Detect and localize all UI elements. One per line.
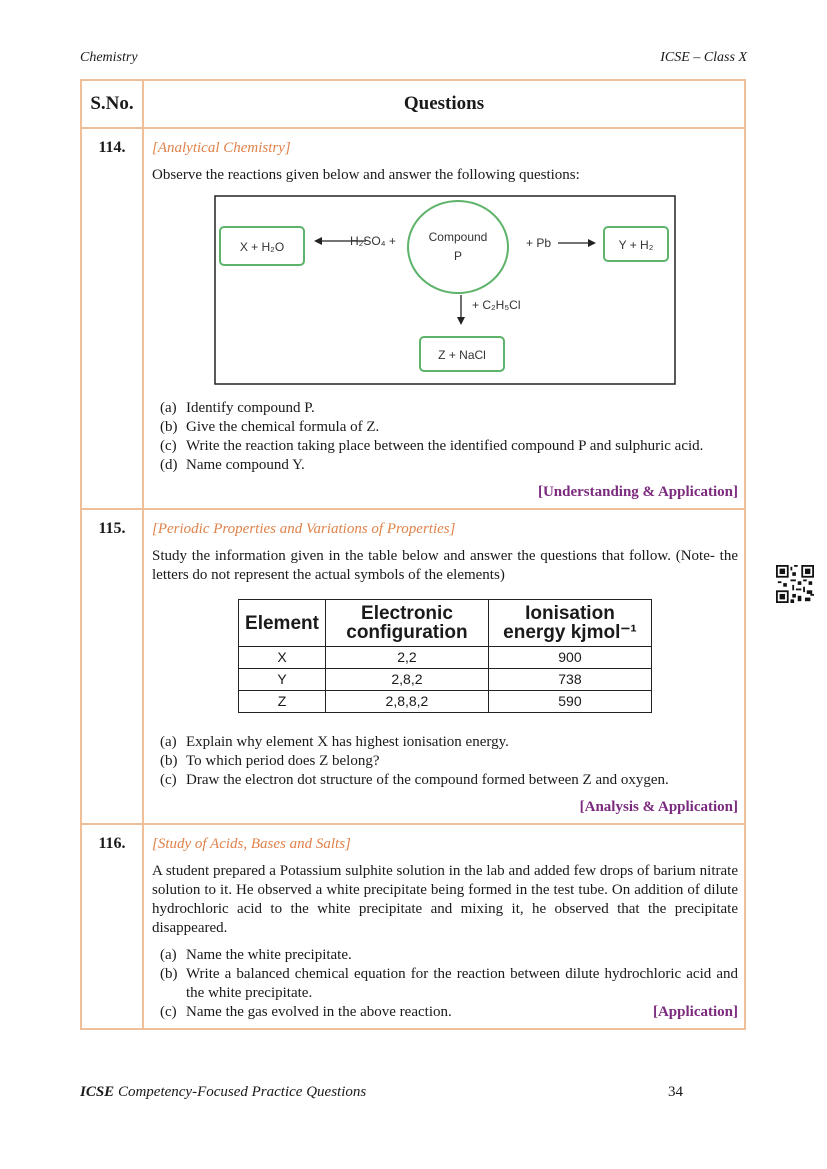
left-box-label: X + H₂O bbox=[239, 240, 285, 254]
question-row-116 bbox=[81, 824, 745, 1029]
question-intro: Observe the reactions given below and answer the following questions: bbox=[152, 167, 580, 183]
right-box-label: Y + H₂ bbox=[618, 238, 654, 252]
cell: 738 bbox=[488, 669, 651, 691]
cell: 2,2 bbox=[325, 647, 488, 669]
page-number: 34 bbox=[668, 1084, 683, 1100]
sub-text: Explain why element X has highest ionisation energy. bbox=[186, 734, 509, 750]
footer-title bbox=[80, 1084, 366, 1101]
sub-question bbox=[160, 946, 738, 965]
sub-questions bbox=[152, 399, 738, 475]
questions-header: Questions bbox=[143, 80, 745, 128]
header-class: ICSE – Class X bbox=[660, 50, 747, 65]
sub-text: Write a balanced chemical equation for the reaction between dilute hydrochloric acid and the white precipitate. bbox=[186, 966, 738, 1001]
cell: 2,8,8,2 bbox=[325, 691, 488, 713]
cell: 590 bbox=[488, 691, 651, 713]
sub-label: (b) bbox=[160, 966, 178, 982]
sub-text: Give the chemical formula of Z. bbox=[186, 419, 380, 435]
header-subject: Chemistry bbox=[80, 50, 138, 65]
h2so4-label: H₂SO₄ + bbox=[350, 234, 396, 248]
sub-questions bbox=[152, 946, 738, 1022]
sub-label: (a) bbox=[160, 400, 177, 416]
sub-label: (b) bbox=[160, 753, 178, 769]
question-body bbox=[143, 509, 745, 824]
footer-title-bold: ICSE bbox=[80, 1084, 115, 1100]
sub-text: Name the white precipitate. bbox=[186, 947, 352, 963]
cell: 900 bbox=[488, 647, 651, 669]
question-row-115 bbox=[81, 509, 745, 824]
sub-question bbox=[160, 418, 738, 437]
compound-label-2: P bbox=[453, 249, 463, 263]
questions-table bbox=[80, 79, 746, 1030]
sub-text-content: Name the gas evolved in the above reaction. bbox=[186, 1004, 452, 1020]
question-intro: Study the information given in the table below and answer the questions that follow. (Note- the letters do not represent the actual symbols of the elements) bbox=[152, 548, 738, 583]
footer-title-rest: Competency-Focused Practice Questions bbox=[114, 1084, 367, 1100]
down-reagent-label: + C₂H₅Cl bbox=[472, 298, 521, 312]
sub-question bbox=[160, 437, 738, 456]
question-number: 114. bbox=[81, 128, 143, 509]
table-header-row bbox=[81, 80, 745, 128]
cell: Z bbox=[239, 691, 326, 713]
sub-text bbox=[186, 1003, 738, 1022]
sub-label: (c) bbox=[160, 772, 177, 788]
skill-tag: [Understanding & Application] bbox=[537, 484, 738, 500]
sub-text: Draw the electron dot structure of the compound formed between Z and oxygen. bbox=[186, 772, 669, 788]
pb-label: + Pb bbox=[526, 236, 552, 250]
sno-header: S.No. bbox=[81, 80, 143, 128]
col-element: Element bbox=[239, 600, 326, 647]
sub-text: Name compound Y. bbox=[186, 457, 305, 473]
cell: Y bbox=[239, 669, 326, 691]
question-topic: [Analytical Chemistry] bbox=[152, 140, 291, 156]
question-number: 115. bbox=[81, 509, 143, 824]
reaction-diagram bbox=[214, 195, 676, 385]
element-data-table bbox=[238, 599, 652, 713]
sub-question bbox=[160, 752, 738, 771]
sub-text: To which period does Z belong? bbox=[186, 753, 380, 769]
sub-questions bbox=[152, 733, 738, 790]
sub-question bbox=[160, 965, 738, 1003]
cell: X bbox=[239, 647, 326, 669]
sub-text: Identify compound P. bbox=[186, 400, 315, 416]
compound-label-1: Compound bbox=[428, 230, 488, 244]
sub-question bbox=[160, 399, 738, 418]
sub-question bbox=[160, 733, 738, 752]
sub-text: Write the reaction taking place between the identified compound P and sulphuric acid. bbox=[186, 438, 704, 454]
sub-label: (d) bbox=[160, 457, 178, 473]
qr-code-icon[interactable] bbox=[776, 565, 814, 603]
bottom-box-label: Z + NaCl bbox=[438, 348, 486, 362]
sub-label: (a) bbox=[160, 947, 177, 963]
sub-question bbox=[160, 771, 738, 790]
col-config: Electronic configuration bbox=[325, 600, 488, 647]
skill-tag: [Analysis & Application] bbox=[579, 799, 738, 815]
table-row bbox=[239, 669, 652, 691]
sub-label: (b) bbox=[160, 419, 178, 435]
question-intro: A student prepared a Potassium sulphite solution in the lab and added few drops of barium nitrate solution to it. He observed a white precipitate being formed in the test tube. On addition of dilute hydrochloric acid to the white precipitate and mixing it, he observed that the precipitate disappeared. bbox=[152, 863, 738, 936]
sub-label: (c) bbox=[160, 438, 177, 454]
sub-label: (c) bbox=[160, 1004, 177, 1020]
skill-tag: [Application] bbox=[652, 1004, 738, 1020]
table-row bbox=[239, 647, 652, 669]
cell: 2,8,2 bbox=[325, 669, 488, 691]
sub-label: (a) bbox=[160, 734, 177, 750]
sub-question bbox=[160, 1003, 738, 1022]
question-topic: [Study of Acids, Bases and Salts] bbox=[152, 836, 351, 852]
question-body bbox=[143, 824, 745, 1029]
question-topic: [Periodic Properties and Variations of Properties] bbox=[152, 521, 456, 537]
question-body bbox=[143, 128, 745, 509]
table-row bbox=[239, 691, 652, 713]
sub-question bbox=[160, 456, 738, 475]
data-table-header bbox=[239, 600, 652, 647]
question-row-114 bbox=[81, 128, 745, 509]
col-ionisation: Ionisation energy kjmol⁻¹ bbox=[488, 600, 651, 647]
question-number: 116. bbox=[81, 824, 143, 1029]
